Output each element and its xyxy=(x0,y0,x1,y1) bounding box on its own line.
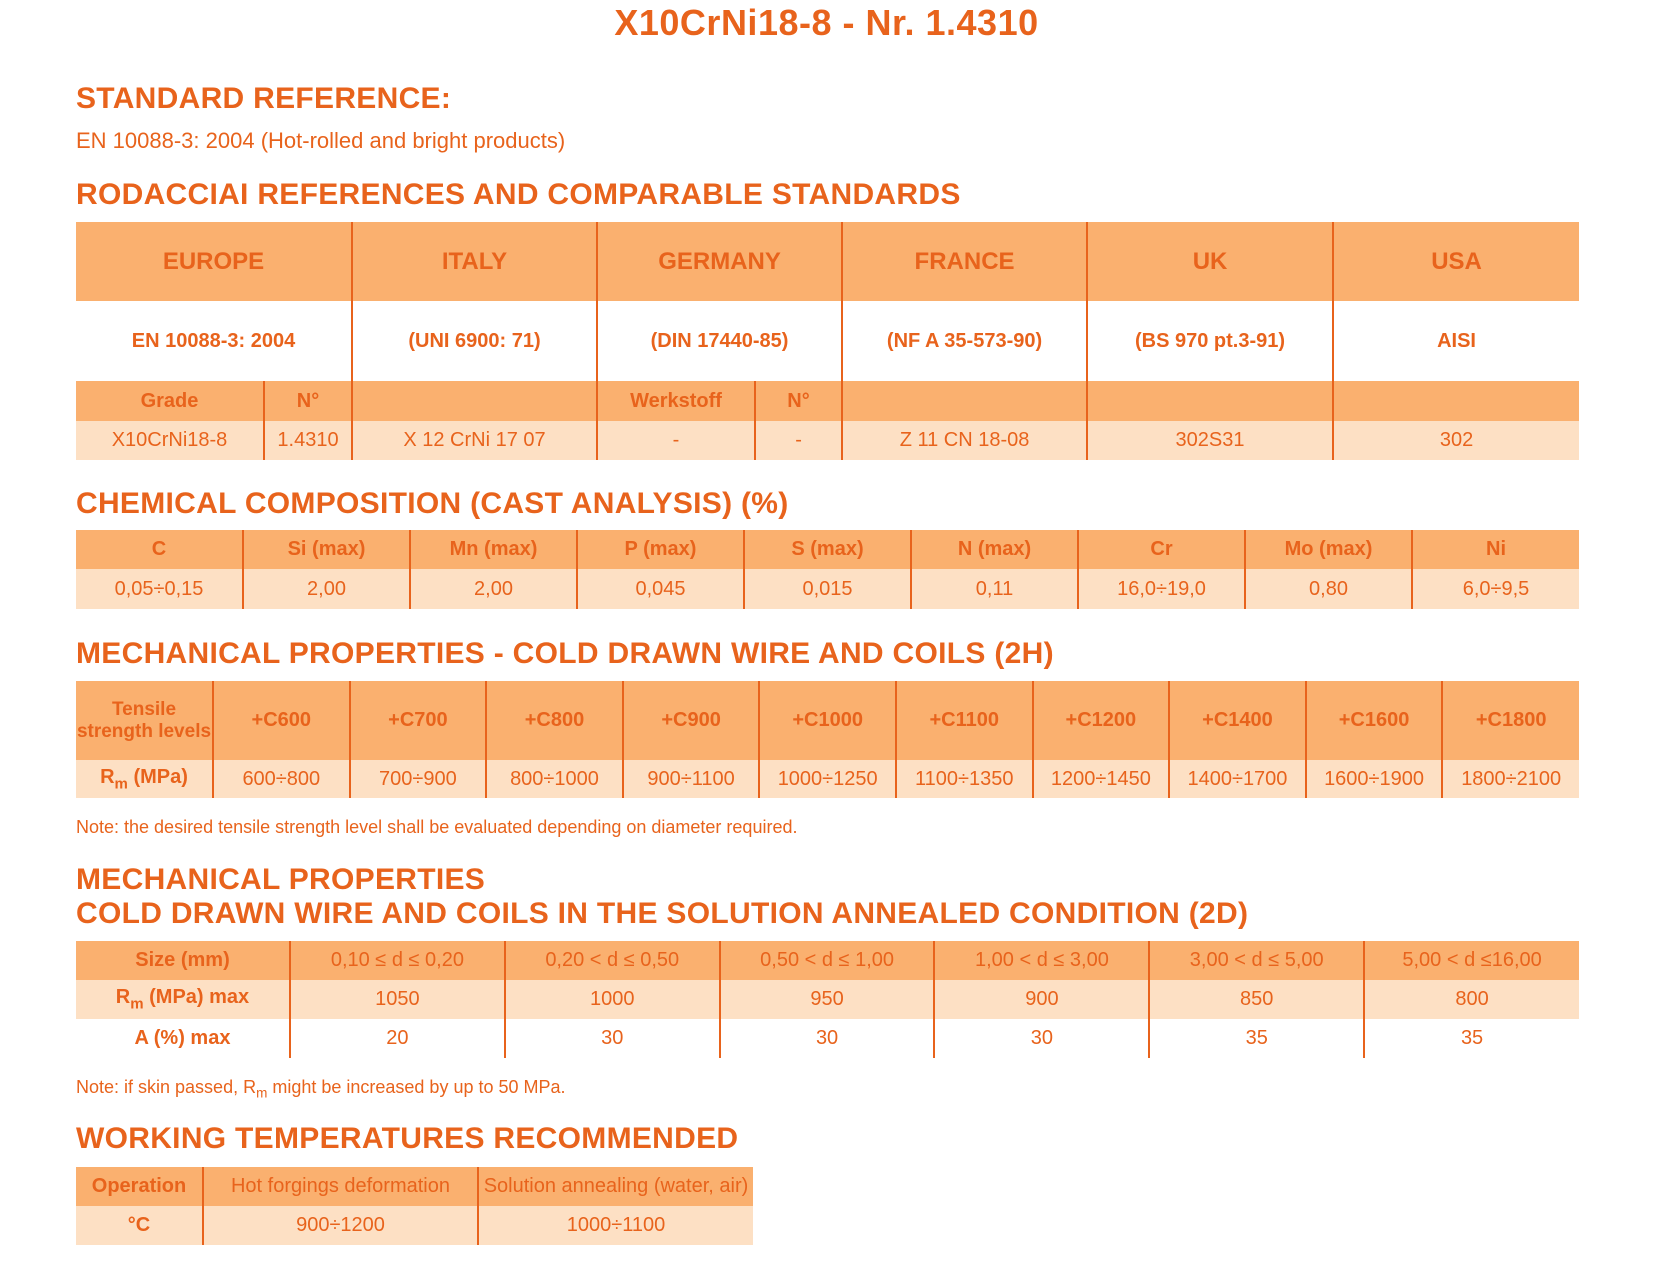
range-c1800: 1800÷2100 xyxy=(1461,767,1562,790)
chem-header-cr: Cr xyxy=(1078,530,1245,569)
values-row xyxy=(76,421,1579,460)
rm-value-5: 850 xyxy=(1149,980,1364,1019)
rm-max-subscript: m xyxy=(130,995,144,1013)
size-range-4: 1,00 < d ≤ 3,00 xyxy=(934,941,1149,980)
mech-2d-table xyxy=(76,941,1579,1058)
size-range-3: 0,50 < d ≤ 1,00 xyxy=(720,941,935,980)
standard-europe: EN 10088-3: 2004 xyxy=(76,301,352,381)
rm-value-4: 900 xyxy=(934,980,1149,1019)
mech-2h-row-header-rm xyxy=(76,760,213,798)
level-c1600: +C1600 xyxy=(1306,681,1443,760)
range-c1400: 1400÷1700 xyxy=(1169,760,1306,798)
chem-header-mn: Mn (max) xyxy=(410,530,577,569)
chem-value-s: 0,015 xyxy=(744,569,911,609)
rm-max-label xyxy=(76,980,290,1019)
references-heading: RODACCIAI REFERENCES AND COMPARABLE STANDARDS xyxy=(76,178,961,211)
references-table xyxy=(76,222,1579,460)
chem-header-ni: Ni xyxy=(1486,538,1506,560)
mech-2h-heading: MECHANICAL PROPERTIES - COLD DRAWN WIRE AND COILS (2H) xyxy=(76,637,1054,670)
region-germany: GERMANY xyxy=(597,222,842,301)
chem-value-si: 2,00 xyxy=(243,569,410,609)
celsius-label: °C xyxy=(76,1206,203,1245)
chem-header-si: Si (max) xyxy=(243,530,410,569)
chem-header-mo: Mo (max) xyxy=(1245,530,1412,569)
mech-2h-row-header-levels: Tensile strength levels xyxy=(76,681,213,760)
rm-value-6: 800 xyxy=(1455,988,1489,1010)
range-c900: 900÷1100 xyxy=(623,760,760,798)
level-c900: +C900 xyxy=(623,681,760,760)
a-value-5: 35 xyxy=(1149,1019,1364,1058)
range-c1000: 1000÷1250 xyxy=(759,760,896,798)
chemical-table xyxy=(76,530,1579,609)
subheader-france-empty xyxy=(842,381,1087,421)
mech-2d-note-subscript: m xyxy=(256,1085,268,1101)
region-usa: USA xyxy=(1431,247,1482,275)
standard-uk: (BS 970 pt.3-91) xyxy=(1087,301,1333,381)
operation-label: Operation xyxy=(76,1167,203,1206)
working-temp-heading: WORKING TEMPERATURES RECOMMENDED xyxy=(76,1122,739,1155)
standard-reference-text: EN 10088-3: 2004 (Hot-rolled and bright products) xyxy=(76,128,566,153)
a-value-3: 30 xyxy=(720,1019,935,1058)
subheader-usa-empty xyxy=(1333,381,1579,421)
level-c1100: +C1100 xyxy=(896,681,1033,760)
chemical-heading: CHEMICAL COMPOSITION (CAST ANALYSIS) (%) xyxy=(76,487,789,520)
mech-2h-note: Note: the desired tensile strength level shall be evaluated depending on diameter required. xyxy=(76,817,798,837)
region-italy: ITALY xyxy=(352,222,597,301)
chemical-values-row xyxy=(76,569,1579,609)
standard-reference-heading: STANDARD REFERENCE: xyxy=(76,82,452,115)
chem-header-n: N (max) xyxy=(911,530,1078,569)
region-uk: UK xyxy=(1087,222,1333,301)
size-range-6: 5,00 < d ≤16,00 xyxy=(1402,949,1542,971)
range-c700: 700÷900 xyxy=(350,760,487,798)
chem-value-c: 0,05÷0,15 xyxy=(76,569,243,609)
rm-subscript: m xyxy=(114,775,128,793)
chem-header-s: S (max) xyxy=(744,530,911,569)
region-europe: EUROPE xyxy=(76,222,352,301)
chem-header-p: P (max) xyxy=(577,530,744,569)
subheader-number: N° xyxy=(264,381,352,421)
level-c700: +C700 xyxy=(350,681,487,760)
mech-2d-heading-line2: COLD DRAWN WIRE AND COILS IN THE SOLUTION ANNEALED CONDITION (2D) xyxy=(76,897,1249,930)
value-number2: - xyxy=(755,421,842,460)
a-max-label: A (%) max xyxy=(76,1019,290,1058)
mech-2d-heading-line1: MECHANICAL PROPERTIES xyxy=(76,863,486,896)
solution-annealing-value: 1000÷1100 xyxy=(566,1214,666,1236)
size-label: Size (mm) xyxy=(76,941,290,980)
size-range-2: 0,20 < d ≤ 0,50 xyxy=(505,941,720,980)
range-c1100: 1100÷1350 xyxy=(896,760,1033,798)
rm-max-unit: (MPa) max xyxy=(143,986,250,1009)
level-c1800: +C1800 xyxy=(1475,709,1547,731)
chem-value-cr: 16,0÷19,0 xyxy=(1078,569,1245,609)
standard-italy: (UNI 6900: 71) xyxy=(352,301,597,381)
working-temp-table xyxy=(76,1167,753,1245)
rm-value-1: 1050 xyxy=(290,980,505,1019)
rm-symbol: R xyxy=(100,765,115,788)
standard-france: (NF A 35-573-90) xyxy=(842,301,1087,381)
standards-row xyxy=(76,301,1579,381)
level-c800: +C800 xyxy=(486,681,623,760)
chem-value-mo: 0,80 xyxy=(1245,569,1412,609)
chem-value-n: 0,11 xyxy=(911,569,1078,609)
value-grade: X10CrNi18-8 xyxy=(76,421,264,460)
a-value-4: 30 xyxy=(934,1019,1149,1058)
range-c800: 800÷1000 xyxy=(486,760,623,798)
size-range-5: 3,00 < d ≤ 5,00 xyxy=(1149,941,1364,980)
mech-2h-ranges-row xyxy=(76,760,1579,798)
mech-2h-table xyxy=(76,681,1579,798)
standard-germany: (DIN 17440-85) xyxy=(597,301,842,381)
mech-2d-note-after: might be increased by up to 50 MPa. xyxy=(267,1077,566,1097)
standard-usa: AISI xyxy=(1437,329,1476,352)
rm-value-3: 950 xyxy=(720,980,935,1019)
value-italy: X 12 CrNi 17 07 xyxy=(352,421,597,460)
range-c1600: 1600÷1900 xyxy=(1306,760,1443,798)
chemical-header-row xyxy=(76,530,1579,569)
level-c600: +C600 xyxy=(213,681,350,760)
mech-2d-size-row xyxy=(76,941,1579,980)
size-range-1: 0,10 ≤ d ≤ 0,20 xyxy=(290,941,505,980)
a-value-1: 20 xyxy=(290,1019,505,1058)
document-title: X10CrNi18-8 - Nr. 1.4310 xyxy=(614,2,1039,43)
working-temp-header-row xyxy=(76,1167,753,1206)
value-uk: 302S31 xyxy=(1087,421,1333,460)
chem-header-c: C xyxy=(76,530,243,569)
region-france: FRANCE xyxy=(842,222,1087,301)
working-temp-values-row xyxy=(76,1206,753,1245)
mech-2d-rm-row xyxy=(76,980,1579,1019)
a-value-2: 30 xyxy=(505,1019,720,1058)
subheader-row xyxy=(76,381,1579,421)
region-header-row xyxy=(76,222,1579,301)
subheader-number2: N° xyxy=(755,381,842,421)
solution-annealing-header: Solution annealing (water, air) xyxy=(483,1175,749,1197)
subheader-uk-empty xyxy=(1087,381,1333,421)
level-c1200: +C1200 xyxy=(1033,681,1170,760)
rm-value-2: 1000 xyxy=(505,980,720,1019)
a-value-6: 35 xyxy=(1460,1027,1484,1049)
rm-unit: (MPa) xyxy=(127,765,188,788)
chem-value-mn: 2,00 xyxy=(410,569,577,609)
value-france: Z 11 CN 18-08 xyxy=(842,421,1087,460)
value-number: 1.4310 xyxy=(264,421,352,460)
rm-max-symbol: R xyxy=(115,986,131,1009)
mech-2d-note xyxy=(76,1077,566,1101)
range-c600: 600÷800 xyxy=(213,760,350,798)
hot-forgings-header: Hot forgings deformation xyxy=(203,1167,478,1206)
chem-value-ni: 6,0÷9,5 xyxy=(1462,577,1530,600)
subheader-werkstoff: Werkstoff xyxy=(597,381,755,421)
range-c1200: 1200÷1450 xyxy=(1033,760,1170,798)
level-c1400: +C1400 xyxy=(1169,681,1306,760)
subheader-grade: Grade xyxy=(76,381,264,421)
hot-forgings-value: 900÷1200 xyxy=(203,1206,478,1245)
mech-2h-levels-row xyxy=(76,681,1579,760)
mech-2d-a-row xyxy=(76,1019,1579,1058)
mech-2d-note-before: Note: if skin passed, R xyxy=(76,1077,257,1097)
value-werkstoff: - xyxy=(597,421,755,460)
subheader-italy-empty xyxy=(352,381,597,421)
level-c1000: +C1000 xyxy=(759,681,896,760)
chem-value-p: 0,045 xyxy=(577,569,744,609)
value-usa: 302 xyxy=(1439,429,1474,451)
